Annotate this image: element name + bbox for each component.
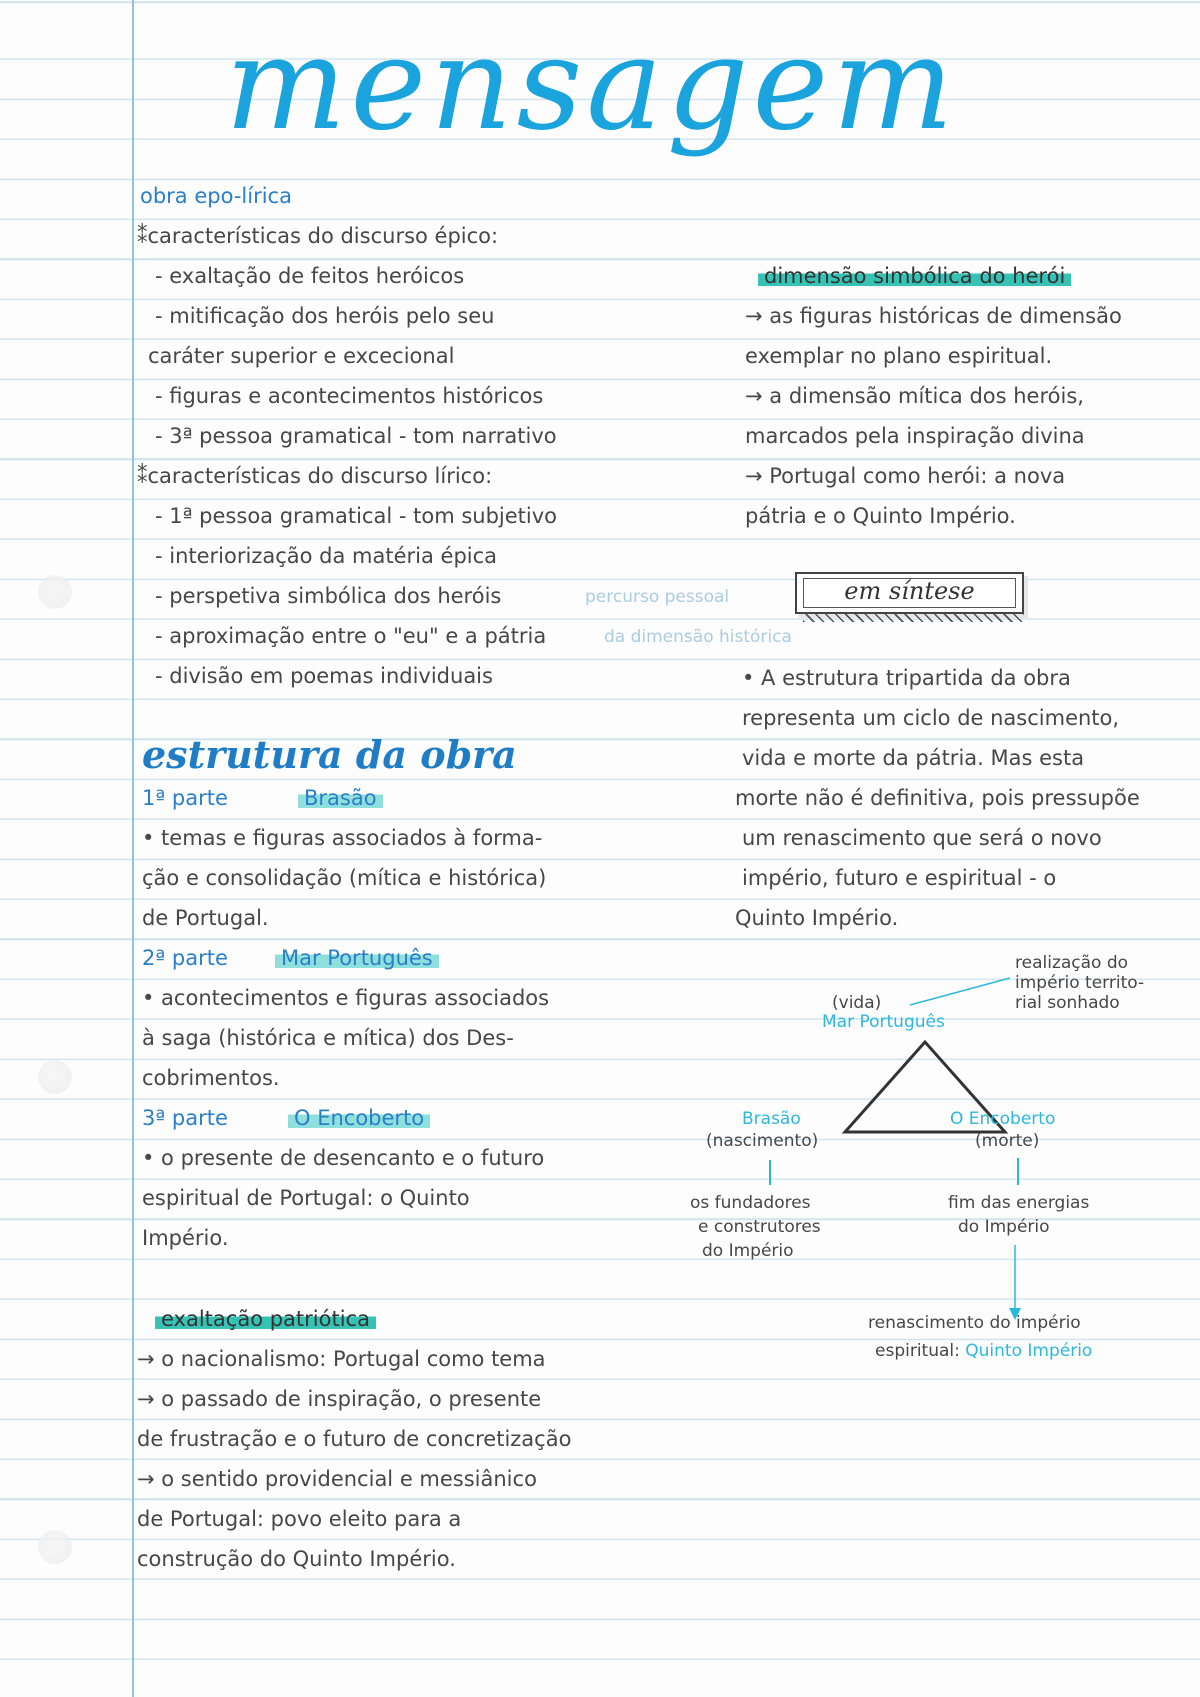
- epico-header: ⁑características do discurso épico:: [137, 224, 499, 248]
- lirico-item: - perspetiva simbólica dos heróis: [155, 584, 502, 608]
- exaltacao-item: → o nacionalismo: Portugal como tema: [137, 1347, 546, 1371]
- sintese-text: representa um ciclo de nascimento,: [742, 706, 1120, 730]
- diagram-bottom-prefix: espiritual:: [875, 1341, 960, 1361]
- obra-label: obra epo-lírica: [140, 184, 292, 208]
- heroi-item: marcados pela inspiração divina: [745, 424, 1085, 448]
- diagram-left-desc: do Império: [702, 1241, 794, 1261]
- lirico-item: - 1ª pessoa gramatical - tom subjetivo: [155, 504, 558, 528]
- parte-label: 1ª parte: [142, 786, 228, 810]
- heroi-title: dimensão simbólica do herói: [758, 262, 1071, 290]
- parte-text: • temas e figuras associados à forma-: [142, 826, 543, 850]
- sintese-text: Quinto Império.: [735, 906, 899, 930]
- exaltacao-item: → o passado de inspiração, o presente: [137, 1387, 542, 1411]
- diagram-left-label: (nascimento): [706, 1131, 819, 1151]
- lirico-note: da dimensão histórica: [604, 627, 792, 647]
- heroi-item: → a dimensão mítica dos heróis,: [745, 384, 1084, 408]
- parte-name: Brasão: [298, 784, 383, 812]
- epico-item: caráter superior e excecional: [148, 344, 455, 368]
- lirico-header: ⁑características do discurso lírico:: [137, 464, 493, 488]
- exaltacao-item: construção do Quinto Império.: [137, 1547, 456, 1571]
- diagram-bottom-text: renascimento do império: [868, 1313, 1081, 1333]
- heroi-item: pátria e o Quinto Império.: [745, 504, 1016, 528]
- sintese-text: império, futuro e espiritual - o: [742, 866, 1057, 890]
- sintese-text: vida e morte da pátria. Mas esta: [742, 746, 1085, 770]
- parte-text: • acontecimentos e figuras associados: [142, 986, 550, 1010]
- diagram-left-desc: os fundadores: [690, 1193, 811, 1213]
- diagram-top-name: Mar Português: [822, 1012, 945, 1032]
- diagram-left-desc: e construtores: [698, 1217, 821, 1237]
- page-title: mensagem: [225, 10, 958, 159]
- diagram-top-note: realização do: [1015, 953, 1129, 973]
- sintese-text: • A estrutura tripartida da obra: [742, 666, 1071, 690]
- exaltacao-item: de frustração e o futuro de concretização: [137, 1427, 572, 1451]
- parte-text: ção e consolidação (mítica e histórica): [142, 866, 547, 890]
- exaltacao-item: → o sentido providencial e messiânico: [137, 1467, 537, 1491]
- parte-text: cobrimentos.: [142, 1066, 280, 1090]
- lirico-item: - divisão em poemas individuais: [155, 664, 493, 688]
- parte-name: Mar Português: [275, 944, 439, 972]
- lirico-note: percurso pessoal: [585, 587, 730, 607]
- epico-item: - 3ª pessoa gramatical - tom narrativo: [155, 424, 557, 448]
- epico-item: - mitificação dos heróis pelo seu: [155, 304, 495, 328]
- diagram-bottom-name: Quinto Império: [965, 1341, 1093, 1361]
- diagram-right-name: O Encoberto: [950, 1109, 1056, 1129]
- parte-text: Império.: [142, 1226, 229, 1250]
- heroi-item: exemplar no plano espiritual.: [745, 344, 1053, 368]
- lirico-item: - aproximação entre o "eu" e a pátria: [155, 624, 547, 648]
- epico-item: - figuras e acontecimentos históricos: [155, 384, 544, 408]
- diagram-bottom-line: [875, 1340, 1092, 1362]
- parte-text: • o presente de desencanto e o futuro: [142, 1146, 545, 1170]
- epico-item: - exaltação de feitos heróicos: [155, 264, 465, 288]
- parte-text: de Portugal.: [142, 906, 269, 930]
- parte-label: 3ª parte: [142, 1106, 228, 1130]
- heroi-item: → as figuras históricas de dimensão: [745, 304, 1122, 328]
- diagram-top-note: império territo-: [1015, 973, 1145, 993]
- parte-name: O Encoberto: [288, 1104, 430, 1132]
- parte-label: 2ª parte: [142, 946, 228, 970]
- sintese-text: um renascimento que será o novo: [742, 826, 1102, 850]
- sintese-label: em síntese: [844, 577, 975, 605]
- estrutura-title: estrutura da obra: [142, 732, 517, 777]
- diagram-top-note: rial sonhado: [1015, 993, 1120, 1013]
- diagram-right-desc: do Império: [958, 1217, 1050, 1237]
- exaltacao-item: de Portugal: povo eleito para a: [137, 1507, 462, 1531]
- parte-text: à saga (histórica e mítica) dos Des-: [142, 1026, 514, 1050]
- diagram-right-desc: fim das energias: [948, 1193, 1090, 1213]
- diagram-right-label: (morte): [975, 1131, 1040, 1151]
- heroi-item: → Portugal como herói: a nova: [745, 464, 1066, 488]
- exaltacao-title: exaltação patriótica: [155, 1305, 376, 1333]
- diagram-top-label: (vida): [832, 993, 882, 1013]
- lirico-item: - interiorização da matéria épica: [155, 544, 498, 568]
- diagram-left-name: Brasão: [742, 1109, 801, 1129]
- parte-text: espiritual de Portugal: o Quinto: [142, 1186, 470, 1210]
- connector-line: [910, 978, 1010, 1005]
- sintese-text: morte não é definitiva, pois pressupõe: [735, 786, 1140, 810]
